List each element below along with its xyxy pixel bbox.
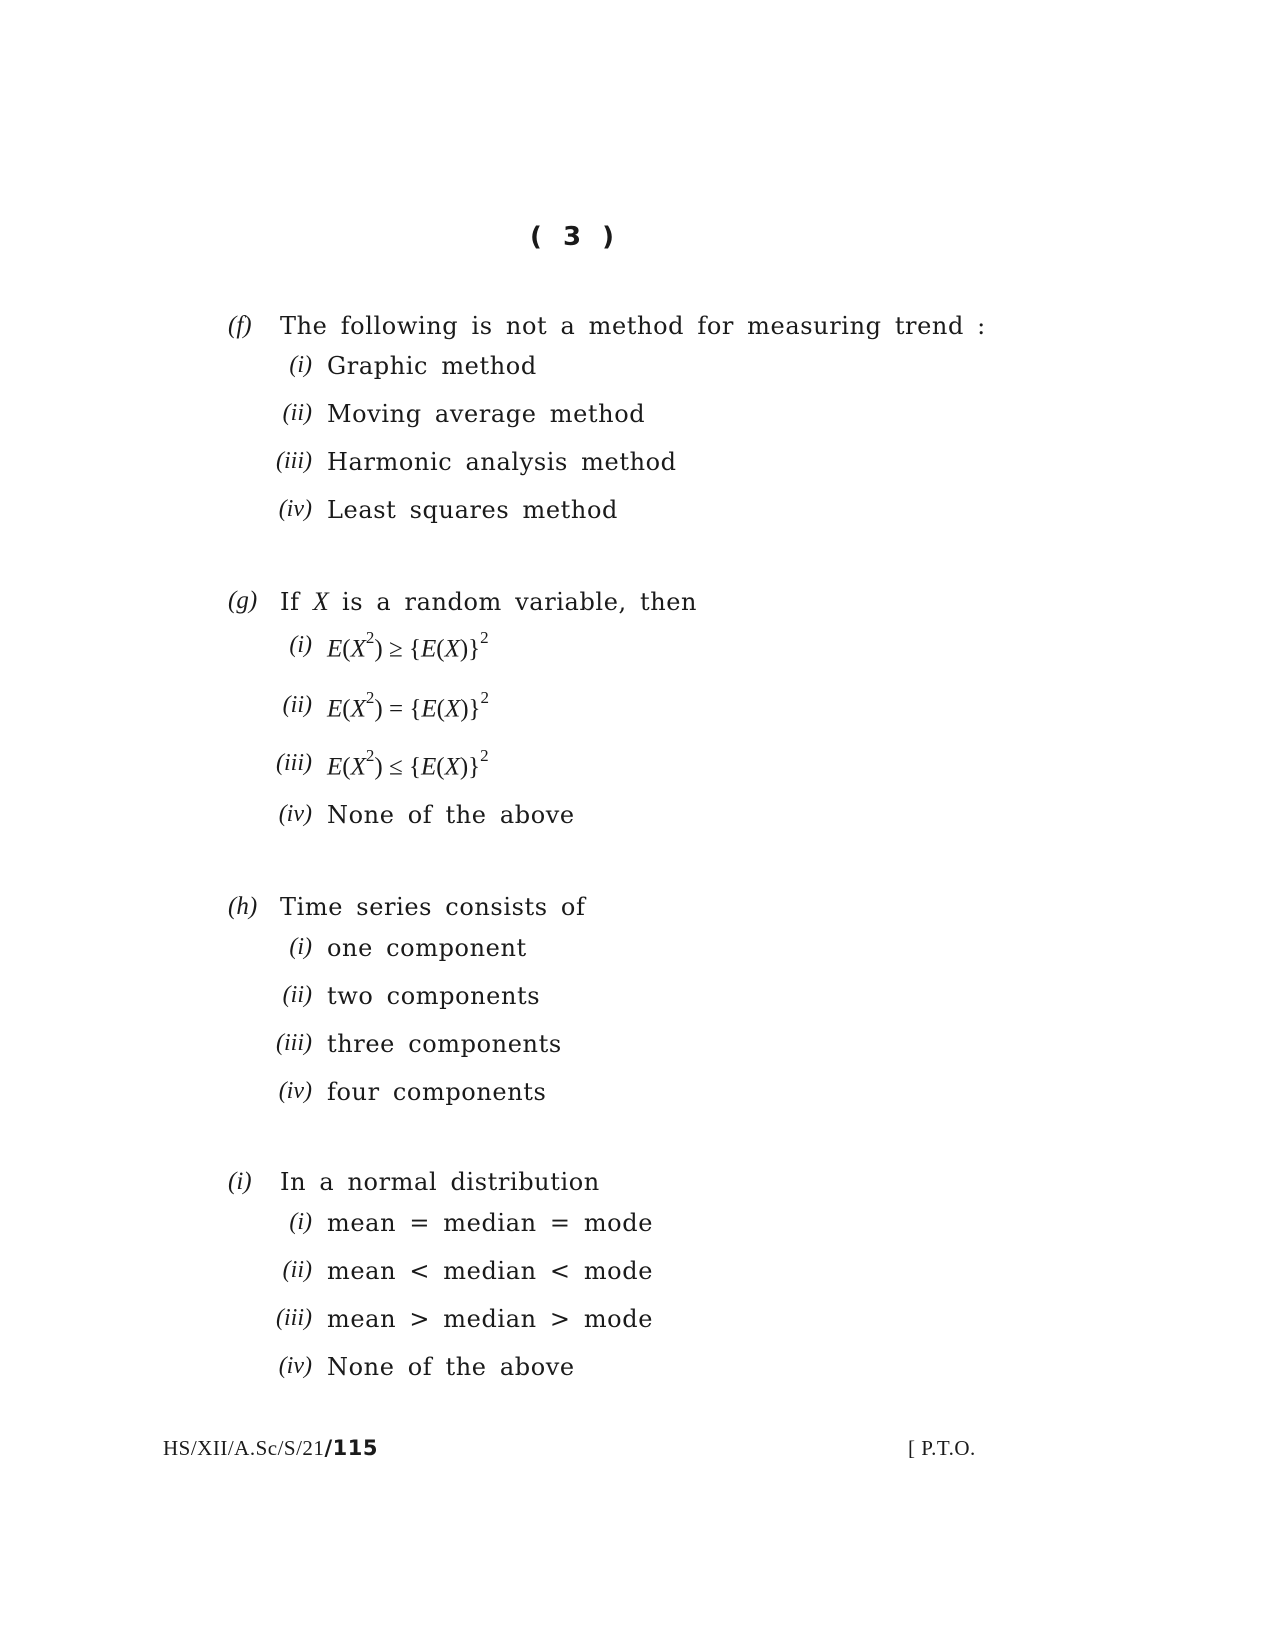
question-text: Time series consists of bbox=[280, 893, 586, 921]
option-text: Least squares method bbox=[327, 496, 618, 524]
option-label: (i) bbox=[289, 632, 312, 658]
math-expression: $E(X^2) \ge \{E(X)\}^2$ bbox=[327, 628, 489, 663]
math-expression: $E(X^2) = \{E(X)\}^2$ bbox=[327, 688, 490, 723]
option-text: mean < median < mode bbox=[327, 1257, 653, 1285]
option-text: four components bbox=[327, 1078, 547, 1106]
option bbox=[0, 1030, 1000, 1070]
page-number: ( 3 ) bbox=[530, 222, 620, 252]
question-label: (h) bbox=[228, 893, 258, 920]
option-label: (ii) bbox=[282, 400, 312, 426]
option bbox=[0, 1305, 1000, 1345]
option-text: one component bbox=[327, 934, 527, 962]
option bbox=[0, 1209, 1000, 1249]
option-label: (iii) bbox=[276, 448, 312, 474]
question-label: (g) bbox=[228, 587, 258, 614]
option bbox=[0, 400, 1000, 440]
option bbox=[0, 628, 1000, 672]
option-text: None of the above bbox=[327, 1353, 575, 1381]
option-label: (i) bbox=[289, 1209, 312, 1235]
option-label: (ii) bbox=[282, 982, 312, 1008]
paper-code: HS/XII/A.Sc/S/21/115 bbox=[163, 1436, 378, 1460]
option bbox=[0, 801, 1000, 841]
math-expression: $E(X^2) \le \{E(X)\}^2$ bbox=[327, 746, 489, 781]
question-label: (f) bbox=[228, 312, 252, 339]
option bbox=[0, 496, 1000, 536]
pto-note: [ P.T.O. bbox=[908, 1436, 976, 1460]
question-label: (i) bbox=[228, 1168, 252, 1195]
option-label: (iii) bbox=[276, 1305, 312, 1331]
option-label: (ii) bbox=[282, 692, 312, 718]
relation-symbol: ≤ bbox=[388, 753, 403, 781]
option-label: (iii) bbox=[276, 750, 312, 776]
option bbox=[0, 1353, 1000, 1393]
option-text: two components bbox=[327, 982, 541, 1010]
option-label: (iv) bbox=[278, 1353, 312, 1379]
question-text: The following is not a method for measuring trend : bbox=[280, 312, 986, 340]
option-label: (iv) bbox=[278, 1078, 312, 1104]
option-text: Moving average method bbox=[327, 400, 646, 428]
option bbox=[0, 448, 1000, 488]
option-text: None of the above bbox=[327, 801, 575, 829]
option bbox=[0, 1078, 1000, 1118]
option-label: (i) bbox=[289, 352, 312, 378]
option-text: mean = median = mode bbox=[327, 1209, 653, 1237]
option-text: mean > median > mode bbox=[327, 1305, 653, 1333]
option bbox=[0, 934, 1000, 974]
question-text: In a normal distribution bbox=[280, 1168, 600, 1196]
option bbox=[0, 688, 1000, 732]
option-label: (ii) bbox=[282, 1257, 312, 1283]
option-text: Harmonic analysis method bbox=[327, 448, 677, 476]
option bbox=[0, 746, 1000, 790]
option-text: Graphic method bbox=[327, 352, 537, 380]
option-label: (iv) bbox=[278, 801, 312, 827]
option bbox=[0, 982, 1000, 1022]
option bbox=[0, 1257, 1000, 1297]
option bbox=[0, 352, 1000, 392]
option-text: three components bbox=[327, 1030, 562, 1058]
option-label: (i) bbox=[289, 934, 312, 960]
question-text: If X is a random variable, then bbox=[280, 587, 698, 616]
option-label: (iii) bbox=[276, 1030, 312, 1056]
relation-symbol: ≥ bbox=[388, 635, 403, 663]
relation-symbol: = bbox=[388, 695, 404, 723]
option-label: (iv) bbox=[278, 496, 312, 522]
